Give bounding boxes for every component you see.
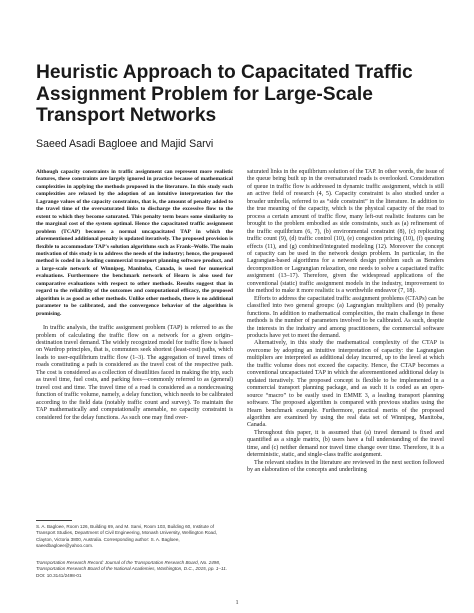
doi-text: DOI: 10.3141/2498-01	[36, 572, 82, 578]
right-column	[247, 169, 444, 475]
affiliation-text: S. A. Bagloee, Room 126, Building 69, and M. Sarvi, Room 103, Building 60, Institute of Transport Studies, Department of Civil Engineering, Monash University, Wellington Road, Clayton, Victoria 3800, Australia. Corresponding author: S. A. Bagloee, saeedbagloee@yahoo.com.	[36, 524, 217, 548]
journal-citation-footnote	[36, 560, 233, 579]
author-line: Saeed Asadi Bagloee and Majid Sarvi	[36, 138, 214, 150]
body-paragraph: saturated links in the equilibrium solution of the TAP. In other words, the issue of the queue being built up in the oversaturated roads is overlooked. Consideration of queue in traffic flow is addressed in dynamic traffic assignment, which is still an active field of research (4, 5). Capacity constraint is also studied under a broader umbrella, referred to as “side constraint” in the literature. In addition to the true meaning of the capacity, which is the physical capacity of the road to process a certain amount of traffic flow, many left-out realistic features can be brought to the problem embodied as side constraints, such as (a) refinement of the traffic equilibrium (6, 7), (b) environmental constraint (8), (c) replicating traffic count (9), (d) traffic control (10), (e) congestion pricing (10), (f) queuing effects (11), and (g) combined/integrated modeling (12). Moreover the concept of capacity can be used in the network design problem. In particular, in the Lagrangian-based algorithms for a network design problem such as Benders decomposition or Lagrangian relaxation, one needs to solve a capacitated traffic assignment (13–17). Therefore, given the widespread applications of the conventional (static) traffic assignment models in the industry, improvement to the method to make it more realistic is a worthwhile endeavor (7, 18).	[247, 169, 444, 295]
page-number: 1	[235, 599, 239, 606]
body-paragraph: Throughout this paper, it is assumed that (a) travel demand is fixed and quantified as a single matrix, (b) users have a full understanding of the travel time, and (c) neither demand nor travel time change over time. Therefore, it is a deterministic, static, and single-class traffic assignment.	[247, 429, 444, 459]
author-affiliation-footnote	[36, 524, 233, 549]
body-paragraph: Efforts to address the capacitated traffic assignment problems (CTAPs) can be classified into two general groups: (a) Lagrangian multipliers and (b) penalty functions. In addition to mathematical complexities, the main challenge in these methods is the number of parameters involved to be calibrated. As such, despite the interests in the industry and among practitioners, the commercial software products have yet to meet the demand.	[247, 295, 444, 339]
body-paragraph: In traffic analysis, the traffic assignment problem (TAP) is referred to as the problem of calculating the traffic flow on a network for a given origin–destination travel demand. The widely recognized model for traffic flow is based on Wardrop principles, that is, commuters seek shortest (least-cost) paths, which leads to user-equilibrium traffic flow (1–3). The aggregation of travel times of roads constituting a path is considered as the travel cost of the respective path. The cost is considered as a collection of disutilities faced in making the trip, such as travel time, fuel costs, and parking fees—commonly referred to as (general) travel cost and time. The travel time of a road is considered as a nondecreasing function of traffic volume, namely, a delay function, which needs to be calibrated according to the field data (notably traffic count and survey). To maintain the TAP mathematically and computationally amenable, no capacity constraint is considered for the delay functions. As such one may find over-	[36, 325, 233, 421]
left-column	[36, 169, 233, 422]
abstract: Although capacity constraints in traffic assignment can represent more realistic features, these constraints are largely ignored in practice because of mathematical complexities in applying the methods proposed in the literature. In this study such complexities are relaxed by the adoption of an intuitive interpretation for the Lagrange values of the capacity constraints, that is, the amount of penalty added to the travel time of the oversaturated links to discharge the excessive flow to the extent to which they become saturated. This penalty term bears some similarity to the marginal cost of the system optimal. Hence the capacitated traffic assignment problem (TCAP) becomes a normal uncapacitated TAP in which the aforementioned additional penalty is updated iteratively. The proposed provision is flexible to accommodate TAP's solution algorithms such as Frank–Wolfe. The main motivation of this study is to address the needs of the industry; hence, the proposed method is coded in a leading commercial transport planning software product, and a large-scale network of Winnipeg, Manitoba, Canada, is used for numerical evaluations. Furthermore the benchmark network of Hearn is also used for comparative evaluations with respect to other methods. Results suggest that in regard to the reliability of the outcomes and computational efficacy, the proposed algorithm is as good as other methods. Unlike other methods, there is no additional parameter to be calibrated, and the convergence behavior of the algorithm is promising.	[36, 169, 233, 317]
journal-citation: Transportation Research Record: Journal of the Transportation Research Board, No. 2498, Transportation Research Board of the National Academies, Washington, D.C., 2015, pp. 1–11.	[36, 560, 228, 572]
paper-title: Heuristic Approach to Capacitated Traffic Assignment Problem for Large-Scale Transport Networks	[36, 62, 413, 126]
body-paragraph: The relevant studies in the literature are reviewed in the next section followed by an elaboration of the concepts and underlining	[247, 459, 444, 474]
footnote-divider	[36, 520, 72, 521]
body-paragraph: Alternatively, in this study the mathematical complexity of the CTAP is overcome by adopting an intuitive interpretation of capacity: the Lagrangian multipliers are interpreted as additional delay incurred, up to the level at which the traffic volume does not exceed the capacity. Hence, the CTAP becomes a conventional uncapacitated TAP in which the aforementioned additional delay is updated iteratively. The proposed concept is flexible to be implemented in a commercial transport planning package, and as such it is coded as an open-source “macro” to be easily used in EMME 3, a leading transport planning software. The proposed algorithm is compared with previous studies using the Hearn benchmark example. Furthermore, practical merits of the proposed algorithm are examined by using the real data set of Winnipeg, Manitoba, Canada.	[247, 340, 444, 429]
